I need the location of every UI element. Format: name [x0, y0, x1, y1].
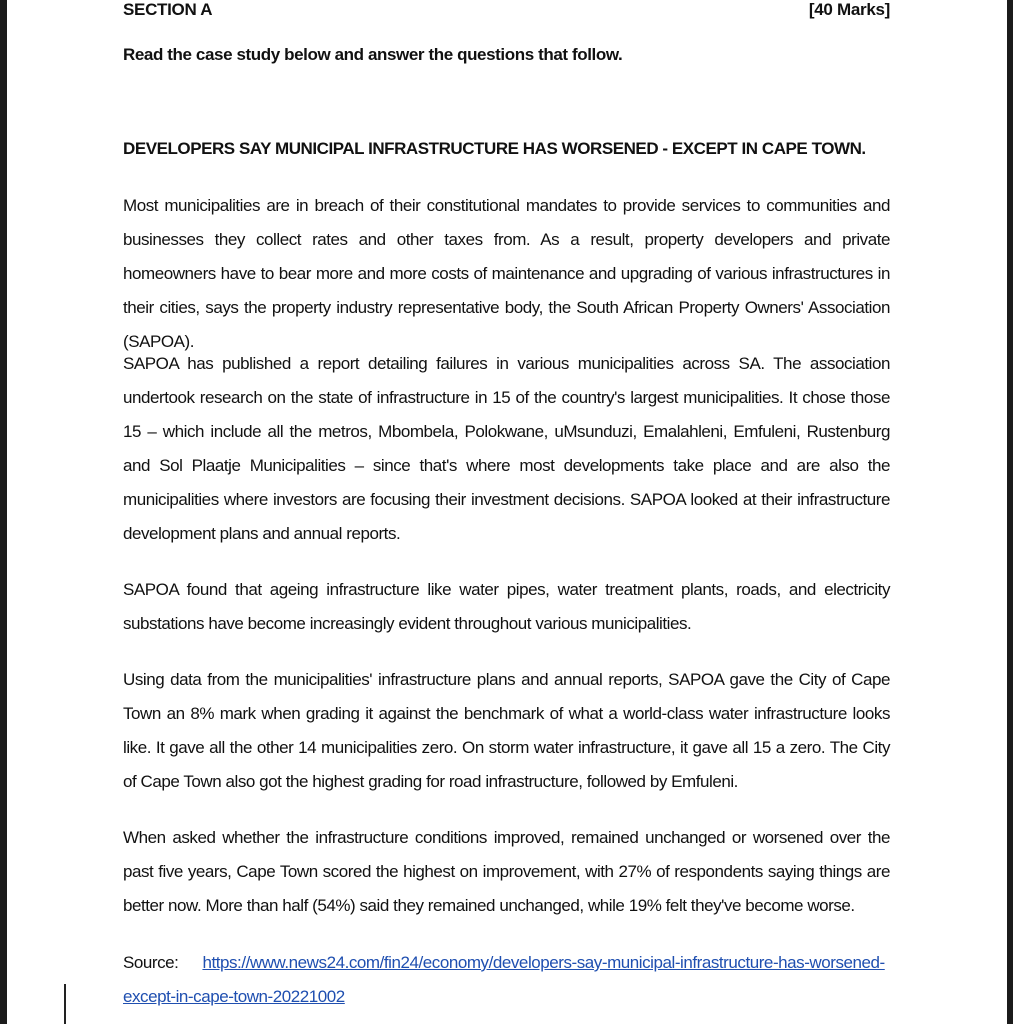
source-citation	[123, 946, 890, 1014]
section-header	[123, 0, 890, 24]
source-link[interactable]: https://www.news24.com/fin24/economy/developers-say-municipal-infrastructure-has-worsened-except-in-cape-town-20221002	[123, 953, 885, 1006]
paragraph-3: SAPOA found that ageing infrastructure like water pipes, water treatment plants, roads, and electricity substations have become increasingly evident throughout various municipalities.	[123, 580, 890, 633]
paragraph-1: Most municipalities are in breach of their constitutional mandates to provide services to communities and businesses they collect rates and other taxes from. As a result, property developers and private homeowners have to bear more and more costs of maintenance and upgrading of various infrastructures in their cities, says the property industry representative body, the South African Property Owners' Association (SAPOA).	[123, 196, 890, 351]
source-label: Source:	[123, 953, 179, 972]
right-border	[1007, 0, 1013, 1024]
section-marks: [40 Marks]	[808, 0, 890, 19]
article-headline: DEVELOPERS SAY MUNICIPAL INFRASTRUCTURE HAS WORSENED - EXCEPT IN CAPE TOWN.	[123, 139, 866, 158]
paragraph-2: SAPOA has published a report detailing failures in various municipalities across SA. The association undertook research on the state of infrastructure in 15 of the country's largest municipalities. It chose those 15 – which include all the metros, Mbombela, Polokwane, uMsunduzi, Emalahleni, Emfuleni, Rustenburg and Sol Plaatje Municipalities – since that's where most developments take place and are also the municipalities where investors are focusing their investment decisions. SAPOA looked at their infrastructure development plans and annual reports.	[123, 354, 890, 543]
paragraph-4: Using data from the municipalities' infrastructure plans and annual reports, SAPOA gave the City of Cape Town an 8% mark when grading it against the benchmark of what a world-class water infrastructure looks like. It gave all the other 14 municipalities zero. On storm water infrastructure, it gave all 15 a zero. The City of Cape Town also got the highest grading for road infrastructure, followed by Emfuleni.	[123, 670, 890, 791]
left-border	[0, 0, 7, 1024]
paragraph-5: When asked whether the infrastructure conditions improved, remained unchanged or worsened over the past five years, Cape Town scored the highest on improvement, with 27% of respondents saying things are better now. More than half (54%) said they remained unchanged, while 19% felt they've become worse.	[123, 828, 890, 915]
section-title: SECTION A	[123, 0, 213, 19]
text-cursor	[64, 984, 66, 1024]
instruction-text: Read the case study below and answer the questions that follow.	[123, 45, 623, 64]
